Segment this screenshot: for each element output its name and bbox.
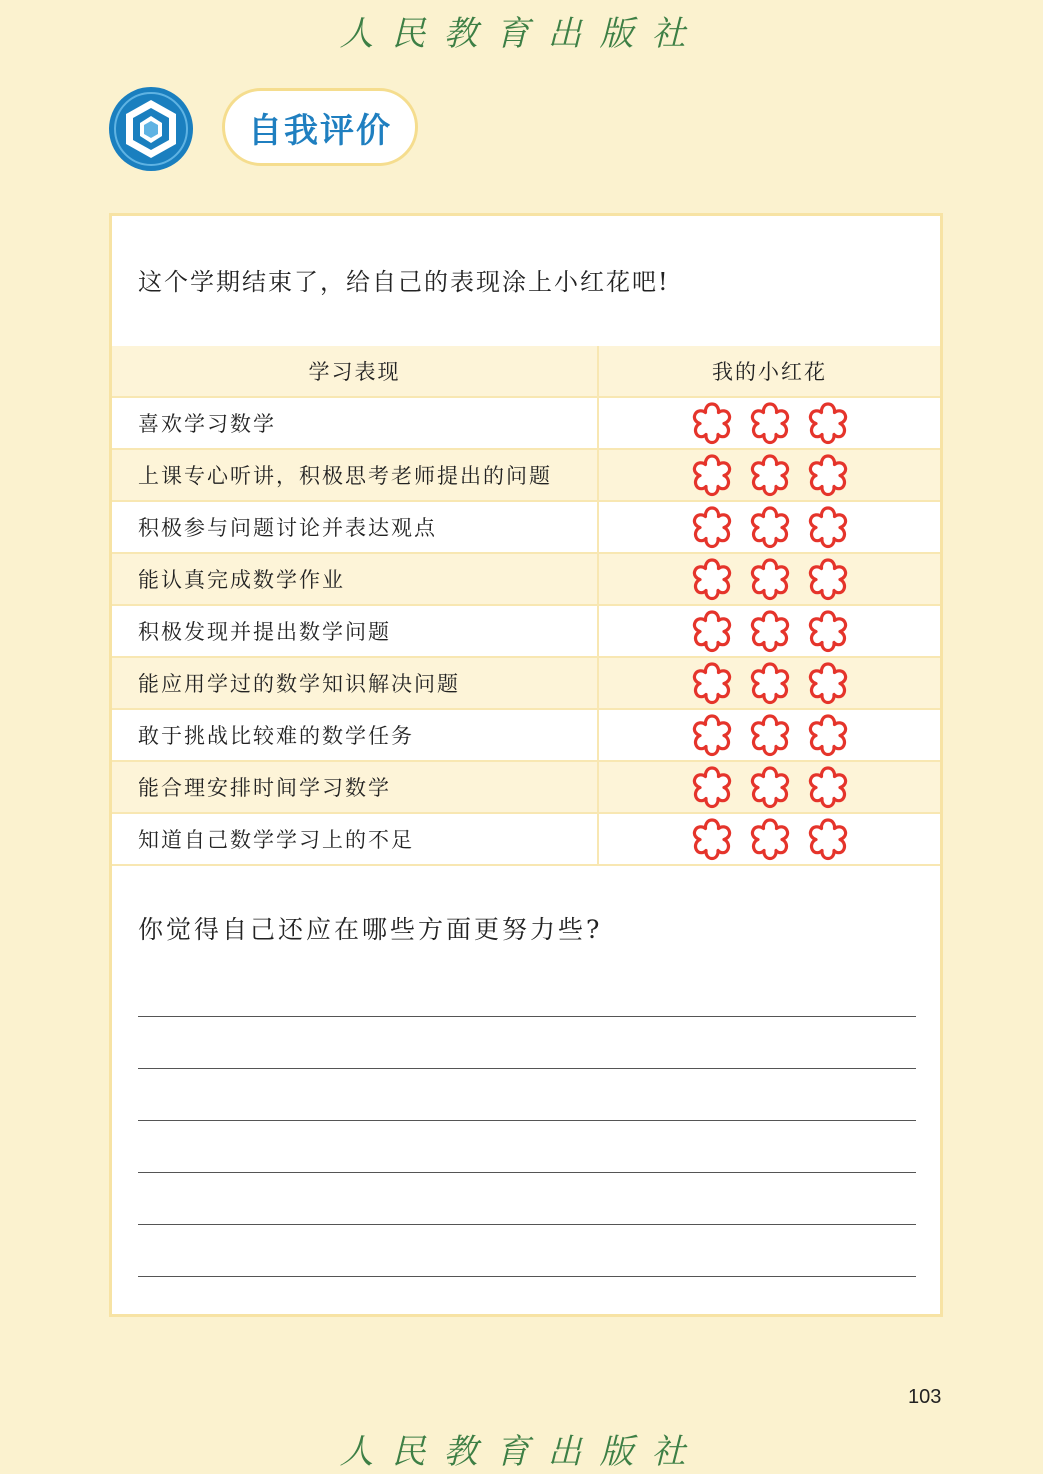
flower-outline-icon[interactable]	[748, 609, 792, 653]
flower-outline-icon[interactable]	[748, 817, 792, 861]
table-row	[112, 761, 940, 813]
performance-item: 能应用学过的数学知识解决问题	[112, 657, 598, 709]
answer-line[interactable]	[138, 1276, 916, 1277]
performance-item: 积极发现并提出数学问题	[112, 605, 598, 657]
answer-line[interactable]	[138, 1172, 916, 1173]
answer-line[interactable]	[138, 1224, 916, 1225]
flower-outline-icon[interactable]	[806, 661, 850, 705]
section-title: 自我评价	[222, 88, 418, 166]
flower-outline-icon[interactable]	[748, 505, 792, 549]
performance-item: 喜欢学习数学	[112, 397, 598, 449]
table-row	[112, 709, 940, 761]
performance-item: 积极参与问题讨论并表达观点	[112, 501, 598, 553]
flower-outline-icon[interactable]	[690, 453, 734, 497]
flower-outline-icon[interactable]	[748, 401, 792, 445]
flower-outline-icon[interactable]	[806, 401, 850, 445]
answer-line[interactable]	[138, 1016, 916, 1017]
flower-outline-icon[interactable]	[690, 713, 734, 757]
flower-cell	[598, 553, 940, 605]
flower-outline-icon[interactable]	[806, 557, 850, 601]
flower-cell	[598, 813, 940, 865]
flower-cell	[598, 397, 940, 449]
flower-outline-icon[interactable]	[690, 401, 734, 445]
flower-outline-icon[interactable]	[690, 661, 734, 705]
flower-outline-icon[interactable]	[806, 505, 850, 549]
flower-outline-icon[interactable]	[690, 817, 734, 861]
flower-outline-icon[interactable]	[806, 609, 850, 653]
flower-cell	[598, 761, 940, 813]
performance-item: 上课专心听讲，积极思考老师提出的问题	[112, 449, 598, 501]
flower-outline-icon[interactable]	[748, 453, 792, 497]
table-row	[112, 813, 940, 865]
answer-line[interactable]	[138, 1068, 916, 1069]
table-row	[112, 397, 940, 449]
performance-item: 敢于挑战比较难的数学任务	[112, 709, 598, 761]
flower-outline-icon[interactable]	[748, 713, 792, 757]
cube-icon	[108, 86, 194, 172]
page-number: 103	[908, 1386, 942, 1408]
self-evaluation-card	[109, 213, 943, 1317]
flower-outline-icon[interactable]	[690, 609, 734, 653]
table-row	[112, 657, 940, 709]
flower-cell	[598, 501, 940, 553]
header-performance: 学习表现	[112, 346, 598, 397]
answer-line[interactable]	[138, 1120, 916, 1121]
table-row	[112, 553, 940, 605]
flower-outline-icon[interactable]	[690, 765, 734, 809]
publisher-footer: 人民教育出版社	[339, 1432, 704, 1472]
flower-outline-icon[interactable]	[806, 817, 850, 861]
flower-outline-icon[interactable]	[690, 505, 734, 549]
flower-outline-icon[interactable]	[806, 453, 850, 497]
flower-outline-icon[interactable]	[806, 713, 850, 757]
flower-outline-icon[interactable]	[748, 557, 792, 601]
table-row	[112, 501, 940, 553]
flower-outline-icon[interactable]	[690, 557, 734, 601]
header-red-flowers: 我的小红花	[598, 346, 940, 397]
flower-outline-icon[interactable]	[806, 765, 850, 809]
intro-text: 这个学期结束了，给自己的表现涂上小红花吧!	[138, 268, 670, 296]
performance-item: 能认真完成数学作业	[112, 553, 598, 605]
performance-item: 能合理安排时间学习数学	[112, 761, 598, 813]
table-row	[112, 605, 940, 657]
reflection-question: 你觉得自己还应在哪些方面更努力些?	[138, 915, 603, 944]
flower-outline-icon[interactable]	[748, 765, 792, 809]
flower-cell	[598, 709, 940, 761]
evaluation-table	[112, 346, 940, 866]
table-row	[112, 449, 940, 501]
publisher-header: 人民教育出版社	[339, 14, 704, 54]
flower-outline-icon[interactable]	[748, 661, 792, 705]
flower-cell	[598, 605, 940, 657]
flower-cell	[598, 449, 940, 501]
flower-cell	[598, 657, 940, 709]
performance-item: 知道自己数学学习上的不足	[112, 813, 598, 865]
